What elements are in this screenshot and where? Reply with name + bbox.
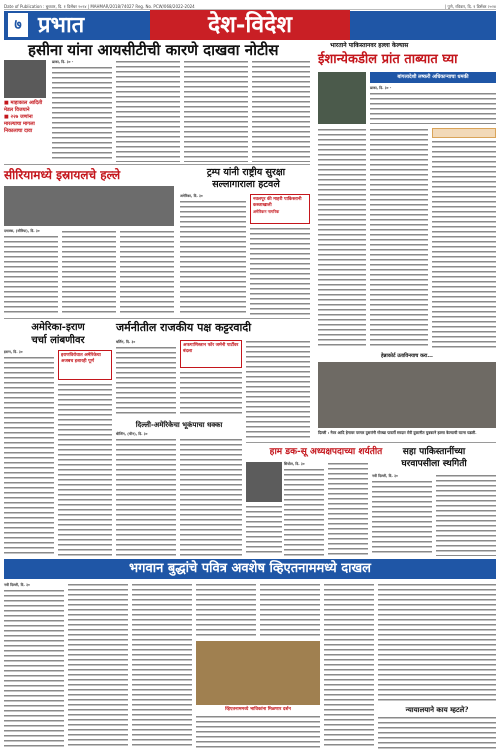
germany-col-3 <box>246 340 310 440</box>
iran-col-2 <box>58 383 112 556</box>
brand-logo: प्रभात <box>38 12 85 38</box>
germany-sub-col-2 <box>180 438 242 556</box>
hasina-col-4 <box>252 60 310 162</box>
buddha-col-6 <box>196 715 320 749</box>
trump-box-title: नवलपूर की माहरी पाकिस्तानी कब्जाखाली <box>253 197 302 208</box>
hasina-col-1 <box>52 66 112 162</box>
iran-place: इराण, दि. ३० <box>4 350 23 354</box>
kamala-caption: हेन्नाकोर्ट उताविनयाच करा... <box>381 353 433 359</box>
hindu-headline-2: घरवापसीला स्थगिती <box>401 459 467 469</box>
divider <box>4 164 310 165</box>
pakistan-headline: ईशान्येकडील प्रांत ताब्यात घ्या <box>318 52 458 67</box>
last-col-2 <box>378 716 496 749</box>
bullet-3: ■ २२७ जणांना <box>4 114 33 120</box>
hasina-col-2 <box>116 60 180 162</box>
trump-headline-1: ट्रम्प यांनी राष्ट्रीय सुरक्षा <box>206 167 286 178</box>
germany-headline: जर्मनीतील राजकीय पक्ष कट्टरवादी <box>116 321 252 334</box>
buddha-col-4 <box>196 583 256 638</box>
buddha-place: नवी दिल्ली, दि. ३० <box>4 583 30 587</box>
hasina-bullets <box>4 100 46 135</box>
bullet-2: मेडल विजयाने <box>4 107 30 113</box>
issue-date: | पुणे, रविवार, दि. १ डिसेंबर २०२४ <box>444 4 496 9</box>
hindu-col-1 <box>372 480 432 556</box>
officer-photo <box>318 72 366 124</box>
buddha-headline: भगवान बुद्धांचे पवित्र अवशेष व्हिएतनाममध्ये दाखल <box>129 561 371 576</box>
syria-headline: सीरियामध्ये इस्रायलचे हल्ले <box>4 168 121 182</box>
buddha-col-2 <box>68 583 128 749</box>
pakistan-col-1 <box>318 128 366 348</box>
syria-col-1 <box>4 235 58 315</box>
hasina-place: ढाका, दि. ३० - <box>52 60 74 64</box>
buddha-col-5 <box>260 583 320 638</box>
bullet-5: निकालाचा दावा <box>4 128 33 134</box>
buddha-col-3 <box>132 583 192 749</box>
hamas-place: सियोल, दि. ३० <box>284 462 305 466</box>
trump-col-1 <box>180 200 246 315</box>
hamas-headline: हाम डक-सू अध्यक्षपदाच्या शर्यतीत <box>269 447 383 457</box>
hasina-col-3 <box>184 60 248 162</box>
germany-sub-place: बीजिंग, (चीन), दि. ३० <box>116 432 148 436</box>
pakistan-col-2 <box>370 128 428 348</box>
trump-box-sub: अमेरिकन नागरिक <box>253 209 280 214</box>
last-headline: न्यायालयाने काय म्हटले? <box>405 705 469 714</box>
bullet-1: ■ माहाकाल आदिती <box>4 100 43 106</box>
germany-sub-col-1 <box>116 438 176 556</box>
hamas-col-0 <box>246 505 282 556</box>
buddha-photo <box>196 641 320 705</box>
iran-box-title: इराणविरोधात अमेरिकेचा अजबच इशारही पूर्ण <box>61 353 101 364</box>
kamala-photo-caption: दिल्ली : नेवर आदि हेनावर परमार दुसरांनी गोरखा पावर्ती सरदार रोरी दुकानीत युवकाने हल्ला केल्याची घटना घडली. <box>318 430 477 435</box>
bullet-4: मारल्याचा मागला <box>4 121 35 127</box>
kamala-photo <box>318 362 496 428</box>
buddha-photo-caption: व्हिएतनाममध्ये भाविकांना मिळणार दर्शन <box>225 707 291 712</box>
pakistan-sidebar-head <box>432 128 496 138</box>
hindu-col-2 <box>436 474 496 556</box>
iran-box <box>58 350 112 380</box>
germany-box <box>180 340 242 368</box>
trump-box <box>250 194 310 224</box>
pakistan-kicker: भारताने पाकिस्तानवर हल्ला केल्यास <box>330 42 409 49</box>
dateline: Date of Publication : बुधवार, दि. १ डिसेंबर २०२४ | MAHMAR/2018/74027 Reg. No. PCW/068/2022-2024 <box>4 4 195 9</box>
trump-col-2 <box>250 227 310 315</box>
hamas-col-2 <box>328 462 368 556</box>
hasina-photo <box>4 60 46 98</box>
iran-headline-1: अमेरिका-इराण <box>31 322 85 333</box>
section-title: देश-विदेश <box>150 10 350 40</box>
hamas-photo <box>246 462 282 502</box>
buddha-col-7 <box>324 583 374 749</box>
hamas-col-1 <box>284 468 324 556</box>
syria-photo <box>4 186 174 226</box>
syria-col-2 <box>62 230 116 315</box>
page-number: ७ <box>8 13 28 37</box>
germany-col-2 <box>180 371 242 416</box>
syria-col-3 <box>120 230 174 315</box>
pakistan-place: ढाका, दि. ३० - <box>370 86 392 90</box>
hindu-headline-1: सहा पाकिस्तानींच्या <box>402 447 466 457</box>
iran-headline-2: चर्चा लांबणीवर <box>31 335 85 346</box>
iran-col-1 <box>4 356 54 556</box>
divider-3 <box>246 442 496 443</box>
last-col <box>378 583 496 703</box>
hindu-place: नवी दिल्ली, दि. ३० <box>372 474 398 478</box>
pakistan-subhead: बांगलादेशी लष्करी अधिकाऱ्याचा धमकी <box>370 72 496 83</box>
germany-box-title: अफगाणिस्तान फॉर जर्मनी पार्टीवर बंदला <box>183 343 239 354</box>
hasina-headline: हसीना यांना आयसीटीची कारणे दाखवा नोटीस <box>28 41 279 59</box>
syria-place: दमास्क, (सीरिया), दि. ३० <box>4 229 40 233</box>
germany-col-1 <box>116 346 176 416</box>
pakistan-lead <box>370 92 496 124</box>
germany-sub-headline: दिल्ली-अमेरिकेचा भूकंपाचा धक्का <box>135 420 223 429</box>
trump-headline-2: सल्लागाराला हटवले <box>212 179 280 190</box>
trump-place: अमेरिका, दि. ३० <box>180 194 203 198</box>
dateline-bar <box>4 3 496 10</box>
pakistan-col-3 <box>432 140 496 348</box>
germany-place: बर्लिन, दि. ३० <box>116 340 136 344</box>
divider-2 <box>4 318 310 319</box>
buddha-col-1 <box>4 589 64 749</box>
